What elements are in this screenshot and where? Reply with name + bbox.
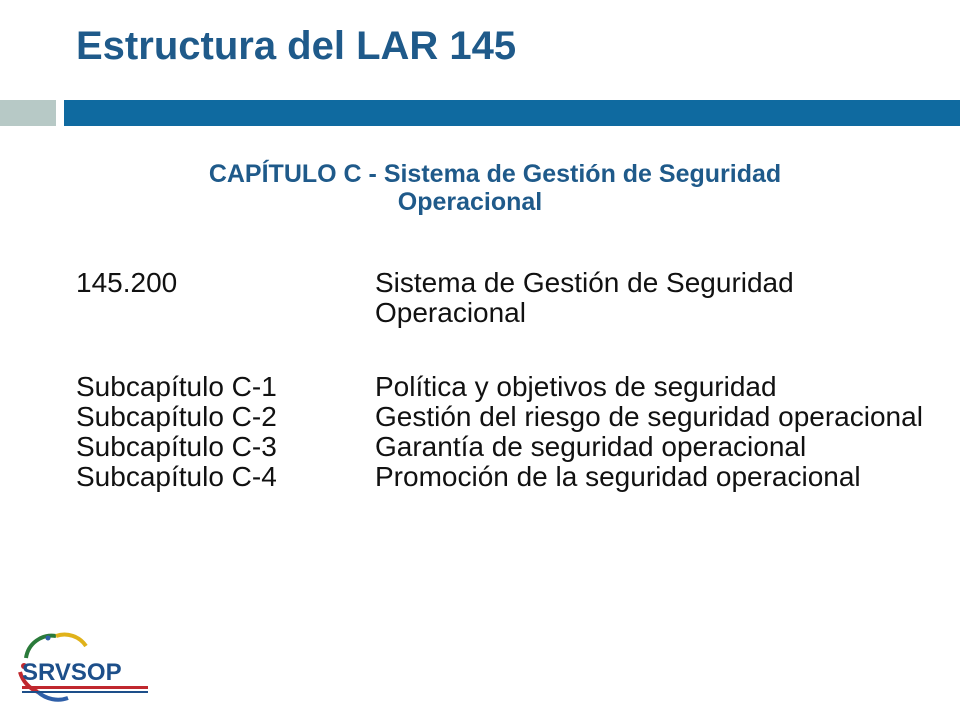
section-row (76, 268, 946, 328)
logo-text: SRVSOP (22, 659, 122, 686)
section-row (76, 462, 946, 492)
section-description: Garantía de seguridad operacional (375, 431, 807, 462)
srvsop-logo-icon (8, 628, 158, 708)
section-code: Subcapítulo C-4 (76, 461, 277, 492)
section-row (76, 372, 946, 402)
header-bar (64, 100, 960, 126)
section-code: Subcapítulo C-2 (76, 401, 277, 432)
section-description: Promoción de la seguridad operacional (375, 461, 861, 492)
section-description: Política y objetivos de seguridad (375, 371, 777, 402)
section-code: Subcapítulo C-1 (76, 371, 277, 402)
section-description: Sistema de Gestión de Seguridad Operacional (375, 267, 794, 328)
chapter-heading-line-2: Operacional (397, 188, 543, 216)
section-code: 145.200 (76, 267, 178, 298)
section-list (76, 268, 946, 492)
chapter-heading-line-1: CAPÍTULO C - Sistema de Gestión de Seguridad (208, 160, 782, 188)
chapter-heading (80, 160, 940, 216)
slide-title: Estructura del LAR 145 (76, 24, 517, 68)
header-bar-accent (0, 100, 56, 126)
section-description: Gestión del riesgo de seguridad operacional (375, 401, 923, 432)
section-row (76, 402, 946, 432)
section-row (76, 432, 946, 462)
section-code: Subcapítulo C-3 (76, 431, 277, 462)
